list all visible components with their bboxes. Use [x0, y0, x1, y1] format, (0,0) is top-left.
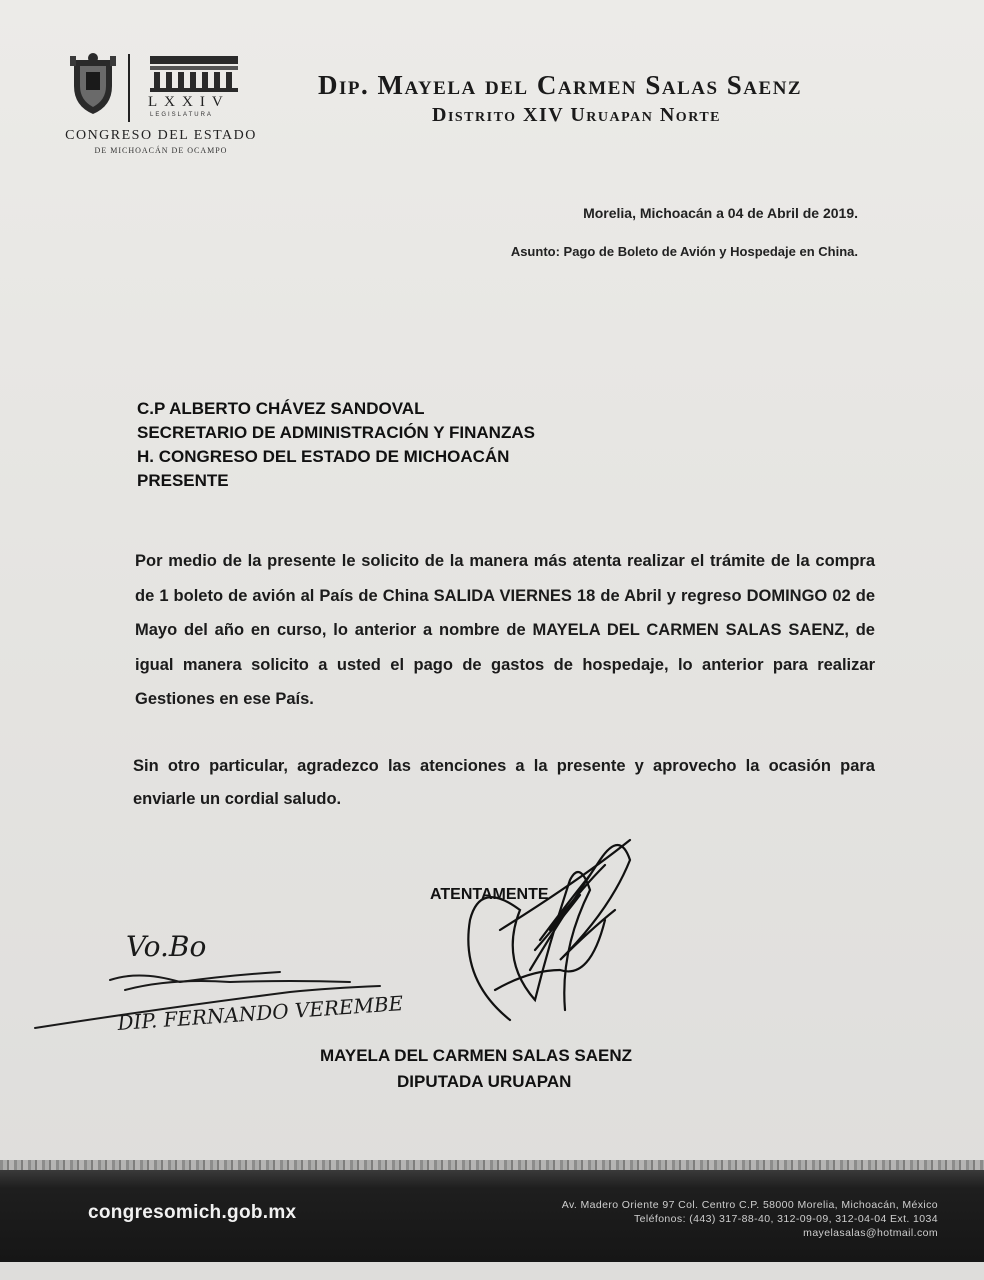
addressee-line: H. CONGRESO DEL ESTADO DE MICHOACÁN — [137, 447, 510, 466]
letter-body: Por medio de la presente le solicito de la manera más atenta realizar el trámite de la compra de 1 boleto de avión al País de China SALIDA VIERNES 18 de Abril y regreso DOMINGO 02 de Mayo del año en curso, lo anterior a nombre de MAYELA DEL CARMEN SALAS SAENZ, de igual manera solicito a usted el pago de gastos de hospedaje, lo anterior para realizar Gestiones en ese País. — [135, 552, 875, 708]
vobo-text: Vo.Bo — [126, 930, 207, 963]
signer-title: DIPUTADA URUAPAN — [397, 1072, 572, 1091]
footer-website: congresomich.gob.mx — [88, 1202, 297, 1223]
handwritten-approval — [30, 920, 430, 1040]
congress-name: CONGRESO DEL ESTADO — [65, 128, 257, 143]
footer-contact — [562, 1198, 938, 1240]
valediction: ATENTAMENTE — [430, 886, 549, 903]
congress-building-icon — [148, 52, 240, 94]
handwritten-name: DIP. FERNANDO VEREMBE — [116, 991, 404, 1035]
addressee-line: SECRETARIO DE ADMINISTRACIÓN Y FINANZAS — [137, 423, 535, 442]
letter-closing: Sin otro particular, agradezco las atenciones a la presente y aprovecho la ocasión para enviarle un cordial saludo. — [133, 757, 875, 808]
addressee-block — [137, 397, 535, 493]
district-heading: Distrito XIV Uruapan Norte — [432, 104, 721, 126]
logo-divider — [128, 54, 130, 122]
addressee-line: C.P ALBERTO CHÁVEZ SANDOVAL — [137, 399, 425, 418]
signer-name: MAYELA DEL CARMEN SALAS SAENZ — [320, 1046, 633, 1065]
congress-state: DE MICHOACÁN DE OCAMPO — [94, 146, 228, 155]
coat-of-arms-icon — [66, 52, 120, 116]
addressee-line: PRESENTE — [137, 471, 229, 490]
footer-address: Av. Madero Oriente 97 Col. Centro C.P. 58000 Morelia, Michoacán, México — [561, 1199, 938, 1211]
letter-date: Morelia, Michoacán a 04 de Abril de 2019. — [583, 205, 858, 221]
letter-subject: Asunto: Pago de Boleto de Avión y Hospedaje en China. — [510, 244, 858, 259]
legislature-label: LEGISLATURA — [150, 112, 213, 118]
legislature-number: LXXIV — [148, 94, 230, 110]
footer-email: mayelasalas@hotmail.com — [803, 1227, 938, 1239]
signature-mark — [440, 820, 650, 1050]
footer-phones: Teléfonos: (443) 317-88-40, 312-09-09, 312-04-04 Ext. 1034 — [634, 1213, 938, 1225]
deputy-name-heading: Dip. Mayela del Carmen Salas Saenz — [318, 70, 803, 100]
